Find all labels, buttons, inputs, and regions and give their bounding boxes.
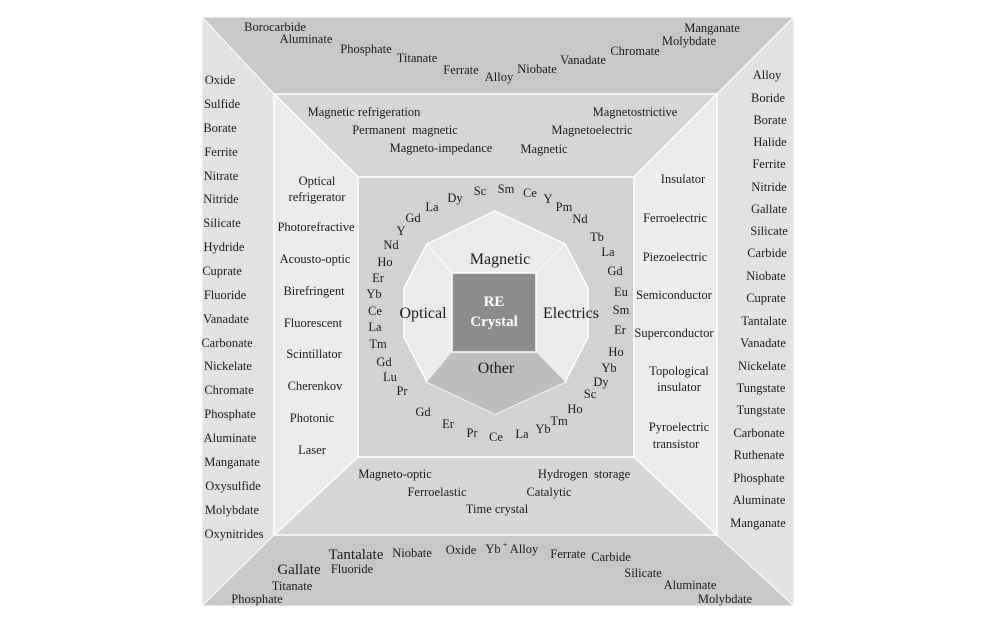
material-label: Chromate <box>610 44 660 58</box>
material-label: Manganate <box>204 455 260 469</box>
material-label: Phosphate <box>231 592 283 606</box>
material-label: Aluminate <box>203 431 257 445</box>
element-label: Tb <box>590 230 604 244</box>
material-label: Aluminate <box>279 32 333 46</box>
material-label: Molybdate <box>204 503 260 517</box>
material-label: Carbide <box>747 246 787 260</box>
element-label: Tm <box>550 414 568 428</box>
material-label: Silicate <box>624 566 662 580</box>
material-label: Oxide <box>445 543 477 557</box>
material-label: Fluoride <box>330 562 374 576</box>
element-label: Sc <box>473 184 487 198</box>
element-label: La <box>515 427 529 441</box>
material-label: Vanadate <box>740 336 786 350</box>
material-label: Manganate <box>730 516 786 530</box>
function-label: Time crystal <box>465 502 529 516</box>
material-label: Alloy <box>752 68 782 82</box>
material-label: Tungstate <box>736 381 786 395</box>
sector-magnetic: Magnetic <box>469 251 531 268</box>
center-line1: RE <box>483 294 505 310</box>
function-label: Optical <box>298 174 336 188</box>
material-label: Sulfide <box>203 97 241 111</box>
element-label: Er <box>442 417 454 431</box>
material-label: Tantalate <box>328 547 384 563</box>
material-label: Nickelate <box>738 359 786 373</box>
element-label: La <box>425 200 439 214</box>
material-label: Carbide <box>591 550 631 564</box>
material-label: Phosphate <box>204 407 256 421</box>
function-label: Superconductor <box>634 326 714 340</box>
sector-electrics: Electrics <box>543 305 599 322</box>
element-label: Dy <box>593 375 609 389</box>
function-label: Birefringent <box>283 284 345 298</box>
material-label: Carbonate <box>201 336 253 350</box>
function-label: Magneto-optic <box>358 467 432 481</box>
material-label: Gallate <box>277 562 321 578</box>
function-label: insulator <box>657 380 701 394</box>
function-label: transistor <box>652 437 700 451</box>
element-label: Ho <box>377 255 393 269</box>
element-label: Gd <box>405 211 421 225</box>
material-label: Molybdate <box>697 592 753 606</box>
material-label: Nitrate <box>203 169 239 183</box>
material-label: Oxide <box>204 73 236 87</box>
center-line2: Crystal <box>470 314 518 330</box>
function-label: Magnetostrictive <box>592 105 678 119</box>
element-label: Gd <box>415 405 431 419</box>
element-label: Yb <box>601 361 617 375</box>
element-label: Yb <box>535 422 551 436</box>
element-label: Ce <box>489 430 503 444</box>
function-label: Photonic <box>289 411 335 425</box>
material-label: Yb <box>485 542 501 556</box>
material-label: Ferrite <box>204 145 238 159</box>
sector-optical: Optical <box>399 305 447 322</box>
element-label: Sm <box>612 303 630 317</box>
function-label: Semiconductor <box>636 288 712 302</box>
material-label: Halide <box>753 135 787 149</box>
element-label: Er <box>614 323 626 337</box>
element-label: Y <box>543 192 553 206</box>
material-label: Alloy <box>484 70 514 84</box>
material-label: Gallate <box>750 202 788 216</box>
material-label: Borocarbide <box>244 20 306 34</box>
material-label: Nitride <box>203 192 239 206</box>
element-label: Tm <box>369 337 387 351</box>
material-label: Ferrite <box>752 157 786 171</box>
function-label: Insulator <box>660 172 706 186</box>
element-label: Eu <box>614 285 628 299</box>
material-label: Nitride <box>751 180 787 194</box>
function-label: Permanent magnetic <box>352 123 458 137</box>
element-label: Pr <box>466 426 478 440</box>
material-label: Ferrate <box>550 547 586 561</box>
center-box <box>452 273 536 352</box>
function-label: Catalytic <box>526 485 572 499</box>
element-label: Y <box>396 224 406 238</box>
material-label: Boride <box>750 91 786 105</box>
material-label: Titanate <box>271 579 313 593</box>
function-label: Fluorescent <box>283 316 343 330</box>
material-label: Aluminate <box>732 493 786 507</box>
material-label: Phosphate <box>340 42 392 56</box>
material-label: Ferrate <box>443 63 479 77</box>
material-label: Silicate <box>203 216 241 230</box>
element-label: Nd <box>383 238 399 252</box>
function-label: Laser <box>298 443 326 457</box>
element-label: Yb <box>366 287 382 301</box>
material-label: Hydride <box>203 240 245 254</box>
element-label: Sm <box>497 182 515 196</box>
material-label: Aluminate <box>663 578 717 592</box>
function-label: Hydrogen storage <box>537 467 631 481</box>
function-label: Pyroelectric <box>648 420 710 434</box>
element-label: Dy <box>447 191 463 205</box>
element-label: Ho <box>567 402 583 416</box>
material-label: Silicate <box>750 224 788 238</box>
function-label: refrigerator <box>288 190 346 204</box>
material-label: Titanate <box>396 51 438 65</box>
material-label: Oxysulfide <box>205 479 261 493</box>
element-label: Pm <box>555 200 573 214</box>
material-label: Tungstate <box>736 403 786 417</box>
material-label: Vanadate <box>203 312 249 326</box>
element-label: Sc <box>583 387 597 401</box>
material-label: Borate <box>203 121 237 135</box>
material-label: Phosphate <box>733 471 785 485</box>
material-label: Manganate <box>684 21 740 35</box>
material-label: Niobate <box>392 546 432 560</box>
material-label: Borate <box>753 113 787 127</box>
function-label: Cherenkov <box>287 379 343 393</box>
function-label: Ferroelectric <box>643 211 707 225</box>
function-label: Topological <box>649 364 709 378</box>
function-label: Magnetic refrigeration <box>307 105 421 119</box>
material-label: Carbonate <box>733 426 785 440</box>
material-label: Cuprate <box>202 264 242 278</box>
element-label: Lu <box>383 370 397 384</box>
material-label: Oxynitrides <box>204 527 264 541</box>
material-label: Vanadate <box>560 53 606 67</box>
sector-other: Other <box>477 360 515 377</box>
material-label: Niobate <box>746 269 786 283</box>
element-label: Gd <box>376 355 392 369</box>
material-label: Cuprate <box>746 291 786 305</box>
function-label: Photorefractive <box>277 220 355 234</box>
material-label: Tantalate <box>741 314 787 328</box>
element-label: La <box>601 245 615 259</box>
function-label: Acousto-optic <box>279 252 351 266</box>
material-label: Alloy <box>509 542 539 556</box>
function-label: Piezoelectric <box>642 250 708 264</box>
material-label-superscript: + <box>502 540 508 549</box>
element-label: Ho <box>608 345 624 359</box>
element-label: Er <box>372 271 384 285</box>
material-label: Molybdate <box>661 34 717 48</box>
element-label: Pr <box>396 384 408 398</box>
material-label: Fluoride <box>203 288 247 302</box>
material-label: Ruthenate <box>733 448 785 462</box>
function-label: Magnetic <box>520 142 568 156</box>
function-label: Scintillator <box>286 347 342 361</box>
element-label: Gd <box>607 264 623 278</box>
element-label: Nd <box>572 212 588 226</box>
material-label: Nickelate <box>204 359 252 373</box>
function-label: Ferroelastic <box>407 485 467 499</box>
function-label: Magnetoelectric <box>551 123 633 137</box>
material-label: Chromate <box>204 383 254 397</box>
material-label: Niobate <box>517 62 557 76</box>
element-label: Ce <box>523 186 537 200</box>
element-label: Ce <box>368 304 382 318</box>
element-label: La <box>368 320 382 334</box>
function-label: Magneto-impedance <box>389 141 493 155</box>
